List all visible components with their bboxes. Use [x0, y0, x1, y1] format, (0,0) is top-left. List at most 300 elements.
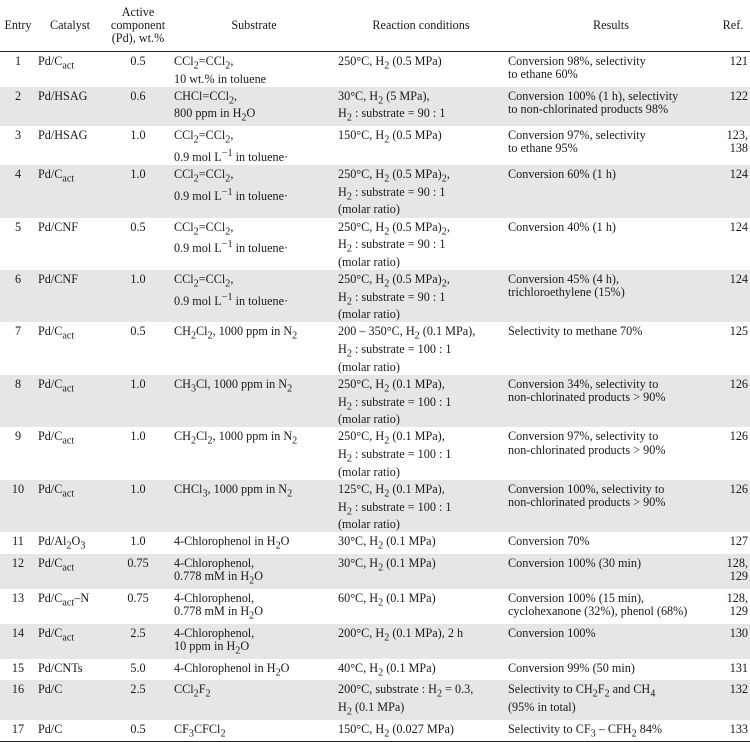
cell-catalyst	[36, 480, 104, 532]
cell-results	[506, 427, 716, 479]
cell-entry	[0, 165, 36, 217]
cell-catalyst	[36, 126, 104, 165]
substrate-text: 0.9 mol $L^{-1}$ in toluene·	[174, 291, 289, 308]
ref-text: 127	[729, 534, 748, 549]
active-text: 2.5	[130, 625, 146, 640]
cell-substrate	[172, 720, 336, 742]
conditions-text: 30°C, $H_2$ (0.1 MPa)	[338, 534, 436, 552]
ref-text: 121	[729, 54, 748, 68]
cell-results	[506, 52, 716, 87]
conditions-text: (molar ratio)	[338, 307, 400, 322]
table-row	[0, 270, 750, 322]
conditions-text: $H_2$ : substrate = 100 : 1	[338, 447, 452, 465]
table-row	[0, 427, 750, 479]
conditions-text: 30°C, $H_2$ (0.1 MPa)	[338, 556, 436, 574]
conditions-text: $H_2$ : substrate = 90 : 1	[338, 106, 446, 124]
cell-substrate	[172, 659, 336, 681]
cell-catalyst	[36, 589, 104, 624]
results-text: Conversion 100%	[508, 625, 596, 640]
cell-ref	[716, 52, 750, 87]
cell-conditions	[336, 532, 506, 554]
cell-substrate	[172, 52, 336, 87]
substrate-text: 0.9 mol $L^{-1}$ in toluene·	[174, 147, 289, 164]
results-text: (95% in total)	[508, 699, 576, 714]
cell-active	[104, 126, 172, 165]
cell-catalyst	[36, 624, 104, 659]
conditions-text: 250°C, $H_2$ (0.5 $MPa)_2$,	[338, 219, 450, 237]
substrate-text: $CH_2Cl_2$, 1000 ppm in $N_2$	[174, 429, 298, 447]
cell-substrate	[172, 270, 336, 322]
results-text: trichloroethylene (15%)	[508, 285, 625, 300]
table-row	[0, 165, 750, 217]
cell-results	[506, 554, 716, 589]
cell-substrate	[172, 126, 336, 165]
cell-active	[104, 165, 172, 217]
active-text: 0.5	[130, 54, 146, 68]
active-text: 2.5	[130, 682, 146, 697]
table-row	[0, 126, 750, 165]
cell-results	[506, 720, 716, 742]
cell-catalyst	[36, 720, 104, 742]
cell-entry	[0, 270, 36, 322]
cell-substrate	[172, 427, 336, 479]
table-body	[0, 52, 750, 742]
results-text: cyclohexanone (32%), phenol (68%)	[508, 604, 688, 619]
cell-results	[506, 375, 716, 427]
substrate-text: $CH_3Cl$, 1000 ppm in $N_2$	[174, 376, 293, 395]
cell-conditions	[336, 720, 506, 742]
catalyst-text: Pd/CNTs	[38, 660, 83, 675]
cell-conditions	[336, 624, 506, 659]
catalyst-text: $Pd/C_{act}$	[38, 429, 75, 447]
conditions-text: $H_2$ : substrate = 90 : 1	[338, 184, 446, 203]
catalyst-text: Pd/CNF	[38, 219, 78, 234]
cell-catalyst	[36, 218, 104, 270]
conditions-text: 250°C, $H_2$ (0.5 MPa)	[338, 54, 442, 72]
entry-text: 14	[11, 625, 25, 640]
cell-catalyst	[36, 427, 104, 479]
conditions-text: (molar ratio)	[338, 412, 400, 427]
table-row	[0, 87, 750, 126]
header-row	[0, 0, 750, 52]
conditions-text: $H_2$ : substrate = 100 : 1	[338, 342, 452, 360]
ref-text: 132	[729, 682, 748, 697]
conditions-text: 250°C, $H_2$ (0.5 $MPa)_2$,	[338, 272, 450, 290]
substrate-text: CCl$_2$=CCl$_2$,	[174, 167, 234, 185]
header-line: Results	[593, 17, 629, 32]
cell-substrate	[172, 480, 336, 532]
cell-ref	[716, 322, 750, 374]
cell-conditions	[336, 427, 506, 479]
substrate-text: 4-Chlorophenol,	[174, 556, 255, 571]
catalyst-text: $Pd/Al_2O_3$	[38, 534, 86, 552]
cell-active	[104, 270, 172, 322]
entry-text: 2	[14, 88, 22, 103]
table-row	[0, 375, 750, 427]
conditions-text: 250°C, $H_2$ (0.1 MPa),	[338, 376, 445, 395]
cell-active	[104, 680, 172, 719]
entry-text: 16	[11, 682, 25, 697]
cell-catalyst	[36, 52, 104, 87]
cell-substrate	[172, 165, 336, 217]
header-line: Reaction conditions	[372, 17, 470, 32]
cell-active	[104, 624, 172, 659]
cell-ref	[716, 659, 750, 681]
ref-text: 128,	[726, 590, 748, 605]
cell-substrate	[172, 375, 336, 427]
substrate-text: $CCl_2F_2$	[174, 682, 211, 700]
cell-conditions	[336, 554, 506, 589]
ref-text: 124	[729, 167, 748, 182]
results-text: Conversion 97%, selectivity to	[508, 429, 659, 444]
cell-conditions	[336, 52, 506, 87]
catalyst-text: $Pd/C_{act}$	[38, 556, 75, 574]
cell-entry	[0, 624, 36, 659]
conditions-text: 250°C, $H_2$ (0.5 $MPa)_2$,	[338, 167, 450, 185]
table-row	[0, 480, 750, 532]
conditions-text: 40°C, $H_2$ (0.1 MPa)	[338, 660, 436, 679]
catalyst-text: $Pd/C_{act}$	[38, 54, 75, 72]
cell-active	[104, 554, 172, 589]
entry-text: 12	[11, 556, 25, 571]
conditions-text: 250°C, $H_2$ (0.1 MPa),	[338, 429, 445, 447]
ref-text: 133	[729, 721, 748, 736]
results-text: Conversion 99% (50 min)	[508, 660, 635, 675]
header-line: component	[110, 17, 166, 32]
cell-active	[104, 375, 172, 427]
cell-active	[104, 480, 172, 532]
ref-text: 123,	[726, 128, 748, 143]
results-text: Conversion 100% (30 min)	[508, 556, 642, 571]
ref-text: 130	[729, 625, 748, 640]
cell-entry	[0, 322, 36, 374]
results-text: Conversion 100%, selectivity to	[508, 481, 665, 496]
active-text: 0.5	[130, 721, 146, 736]
cell-conditions	[336, 322, 506, 374]
header-results	[506, 0, 716, 52]
cell-ref	[716, 532, 750, 554]
table-row	[0, 680, 750, 719]
header-line: Substrate	[231, 17, 277, 32]
cell-entry	[0, 659, 36, 681]
results-text: to non-chlorinated products 98%	[508, 102, 669, 117]
cell-ref	[716, 589, 750, 624]
table-row	[0, 589, 750, 624]
results-text: Selectivity to $CF_3 - CFH_2$ 84%	[508, 721, 663, 739]
active-text: 0.6	[130, 88, 146, 103]
cell-ref	[716, 375, 750, 427]
cell-active	[104, 52, 172, 87]
substrate-text: 800 ppm in $H_2O$	[174, 106, 256, 124]
substrate-text: CCl$_2$=CCl$_2$,	[174, 219, 234, 237]
results-text: Conversion 40% (1 h)	[508, 219, 616, 234]
conditions-text: (molar ratio)	[338, 202, 400, 217]
results-text: to ethane 60%	[508, 67, 578, 82]
table-row	[0, 624, 750, 659]
entry-text: 10	[11, 481, 25, 496]
results-text: non-chlorinated products > 90%	[508, 390, 666, 405]
conditions-text: 150°C, $H_2$ (0.027 MPa)	[338, 721, 454, 739]
cell-catalyst	[36, 165, 104, 217]
cell-results	[506, 680, 716, 719]
cell-results	[506, 322, 716, 374]
cell-conditions	[336, 165, 506, 217]
active-text: 1.0	[130, 272, 146, 286]
substrate-text: 0.778 mM in $H_2O$	[174, 569, 264, 587]
catalyst-text: Pd/C	[38, 721, 63, 736]
catalyst-text: $Pd/C_{act}$	[38, 376, 75, 395]
results-text: Selectivity to methane 70%	[508, 324, 643, 339]
results-text: Conversion 45% (4 h),	[508, 272, 620, 286]
conditions-text: (molar ratio)	[338, 517, 400, 532]
conditions-text: (molar ratio)	[338, 254, 400, 269]
ref-text: 126	[729, 429, 748, 444]
cell-ref	[716, 87, 750, 126]
cell-entry	[0, 52, 36, 87]
cell-catalyst	[36, 680, 104, 719]
entry-text: 7	[14, 324, 22, 339]
cell-ref	[716, 218, 750, 270]
substrate-text: 4-Chlorophenol,	[174, 625, 255, 640]
cell-catalyst	[36, 87, 104, 126]
results-text: Conversion 98%, selectivity	[508, 54, 646, 68]
cell-results	[506, 532, 716, 554]
conditions-text: $H_2$ : substrate = 100 : 1	[338, 499, 452, 518]
conditions-text: (molar ratio)	[338, 359, 400, 374]
entry-text: 17	[11, 721, 25, 736]
cell-ref	[716, 126, 750, 165]
cell-results	[506, 165, 716, 217]
table-row	[0, 52, 750, 87]
cell-entry	[0, 720, 36, 742]
cell-ref	[716, 480, 750, 532]
cell-active	[104, 589, 172, 624]
cell-entry	[0, 126, 36, 165]
conditions-text: 200°C, substrate : $H_2 = 0.3$,	[338, 682, 474, 700]
ref-text: 126	[729, 481, 748, 496]
cell-ref	[716, 165, 750, 217]
results-text: Conversion 97%, selectivity	[508, 128, 646, 143]
active-text: 1.0	[130, 167, 146, 182]
active-text: 1.0	[130, 376, 146, 391]
cell-conditions	[336, 589, 506, 624]
table-row	[0, 659, 750, 681]
results-text: Conversion 100% (1 h), selectivity	[508, 88, 679, 103]
substrate-text: CHCl=CCl$_2$,	[174, 88, 238, 107]
cell-entry	[0, 375, 36, 427]
ref-text: 122	[729, 88, 748, 103]
cell-active	[104, 427, 172, 479]
cell-ref	[716, 427, 750, 479]
catalyst-text: Pd/CNF	[38, 272, 78, 286]
catalyst-text: $Pd/C_{act}-N$	[38, 590, 90, 609]
substrate-text: 0.9 mol $L^{-1}$ in toluene·	[174, 239, 289, 256]
cell-substrate	[172, 680, 336, 719]
cell-entry	[0, 427, 36, 479]
header-ref	[716, 0, 750, 52]
substrate-text: 4-Chlorophenol in $H_2O$	[174, 534, 290, 552]
cell-conditions	[336, 87, 506, 126]
cell-catalyst	[36, 532, 104, 554]
header-line: Active	[121, 4, 155, 19]
catalyst-text: $Pd/C_{act}$	[38, 625, 75, 644]
cell-results	[506, 87, 716, 126]
cell-conditions	[336, 375, 506, 427]
table-row	[0, 532, 750, 554]
cell-entry	[0, 532, 36, 554]
header-catalyst	[36, 0, 104, 52]
active-text: 1.0	[130, 481, 146, 496]
header-line: (Pd), wt.%	[111, 31, 165, 46]
header-line: Catalyst	[50, 17, 90, 32]
header-active-component	[104, 0, 172, 52]
table-row	[0, 322, 750, 374]
entry-text: 13	[11, 590, 25, 605]
cell-results	[506, 126, 716, 165]
active-text: 5.0	[130, 660, 146, 675]
active-text: 0.75	[127, 556, 149, 571]
conditions-text: $H_2$ : substrate = 100 : 1	[338, 394, 452, 413]
table-row	[0, 554, 750, 589]
catalyst-text: Pd/HSAG	[38, 128, 88, 143]
cell-conditions	[336, 659, 506, 681]
cell-results	[506, 480, 716, 532]
conditions-text: 200 – 350°C, $H_2$ (0.1 MPa),	[338, 324, 476, 342]
header-line: Entry	[4, 17, 32, 32]
substrate-text: CCl$_2$=CCl$_2$,	[174, 272, 234, 290]
cell-conditions	[336, 680, 506, 719]
cell-ref	[716, 624, 750, 659]
cell-substrate	[172, 532, 336, 554]
results-text: to ethane 95%	[508, 141, 578, 156]
header-substrate	[172, 0, 336, 52]
cell-ref	[716, 554, 750, 589]
table-row	[0, 218, 750, 270]
cell-active	[104, 720, 172, 742]
conditions-text: 60°C, $H_2$ (0.1 MPa)	[338, 590, 436, 609]
cell-catalyst	[36, 270, 104, 322]
catalyst-text: Pd/C	[38, 682, 63, 697]
substrate-text: CCl$_2$=CCl$_2$,	[174, 54, 234, 72]
ref-text: 128,	[726, 556, 748, 571]
ref-text: 129	[729, 569, 748, 584]
catalyst-text: Pd/HSAG	[38, 88, 88, 103]
ref-text: 138	[729, 141, 748, 156]
cell-results	[506, 218, 716, 270]
ref-text: 124	[729, 219, 748, 234]
conditions-text: $H_2$ (0.1 MPa)	[338, 699, 405, 718]
cell-entry	[0, 589, 36, 624]
cell-entry	[0, 680, 36, 719]
entry-text: 9	[14, 429, 22, 444]
substrate-text: CHCl$_3$, 1000 ppm in $N_2$	[174, 481, 293, 500]
cell-active	[104, 218, 172, 270]
entry-text: 5	[14, 219, 22, 234]
table-row	[0, 720, 750, 742]
ref-text: 125	[729, 324, 748, 339]
active-text: 1.0	[130, 429, 146, 444]
substrate-text: 4-Chlorophenol in $H_2O$	[174, 660, 290, 679]
results-text: Selectivity to $CH_2F_2$ and $CH_4$	[508, 682, 656, 700]
cell-substrate	[172, 87, 336, 126]
conditions-text: (molar ratio)	[338, 464, 400, 479]
header-reaction-conditions	[336, 0, 506, 52]
cell-substrate	[172, 624, 336, 659]
substrate-text: CCl$_2$=CCl$_2$,	[174, 128, 234, 146]
substrate-text: 0.778 mM in $H_2O$	[174, 604, 264, 622]
cell-substrate	[172, 218, 336, 270]
cell-catalyst	[36, 375, 104, 427]
entry-text: 6	[14, 272, 22, 286]
cell-ref	[716, 680, 750, 719]
cell-substrate	[172, 554, 336, 589]
cell-conditions	[336, 270, 506, 322]
cell-active	[104, 532, 172, 554]
entry-text: 15	[11, 660, 25, 675]
cell-conditions	[336, 480, 506, 532]
cell-catalyst	[36, 554, 104, 589]
active-text: 0.5	[130, 219, 146, 234]
cell-entry	[0, 218, 36, 270]
results-text: Conversion 70%	[508, 534, 590, 549]
conditions-text: $H_2$ : substrate = 90 : 1	[338, 289, 446, 308]
substrate-text: 0.9 mol $L^{-1}$ in toluene·	[174, 186, 289, 203]
cell-results	[506, 589, 716, 624]
ref-text: 131	[729, 660, 748, 675]
ref-text: 126	[729, 376, 748, 391]
entry-text: 3	[14, 128, 22, 143]
substrate-text: 10 wt.% in toluene	[174, 71, 267, 86]
active-text: 0.5	[130, 324, 146, 339]
cell-active	[104, 322, 172, 374]
cell-results	[506, 659, 716, 681]
cell-active	[104, 87, 172, 126]
conditions-text: 150°C, $H_2$ (0.5 MPa)	[338, 128, 442, 146]
catalyst-text: $Pd/C_{act}$	[38, 167, 75, 185]
substrate-text: $CF_3CFCl_2$	[174, 721, 226, 739]
ref-text: 124	[729, 272, 748, 286]
entry-text: 8	[14, 376, 22, 391]
active-text: 1.0	[130, 534, 146, 549]
entry-text: 4	[14, 167, 22, 182]
conditions-text: 30°C, $H_2$ (5 MPa),	[338, 88, 430, 107]
entry-text: 11	[12, 534, 24, 549]
cell-results	[506, 270, 716, 322]
conditions-text: $H_2$ : substrate = 90 : 1	[338, 237, 446, 255]
cell-entry	[0, 480, 36, 532]
substrate-text: 10 ppm in $H_2O$	[174, 638, 250, 657]
cell-entry	[0, 87, 36, 126]
cell-active	[104, 659, 172, 681]
cell-substrate	[172, 322, 336, 374]
substrate-text: $CH_2Cl_2$, 1000 ppm in $N_2$	[174, 324, 298, 342]
substrate-text: 4-Chlorophenol,	[174, 590, 255, 605]
header-line: Ref.	[722, 17, 744, 32]
results-text: non-chlorinated products > 90%	[508, 495, 666, 510]
cell-substrate	[172, 589, 336, 624]
results-text: Conversion 100% (15 min),	[508, 590, 645, 605]
ref-text: 129	[729, 604, 748, 619]
cell-entry	[0, 554, 36, 589]
results-text: non-chlorinated products > 90%	[508, 442, 666, 457]
cell-results	[506, 624, 716, 659]
cell-conditions	[336, 218, 506, 270]
conditions-text: 125°C, $H_2$ (0.1 MPa),	[338, 481, 445, 500]
catalyst-text: $Pd/C_{act}$	[38, 481, 75, 500]
cell-ref	[716, 720, 750, 742]
active-text: 1.0	[130, 128, 146, 143]
conditions-text: 200°C, $H_2$ (0.1 MPa), 2 h	[338, 625, 464, 644]
